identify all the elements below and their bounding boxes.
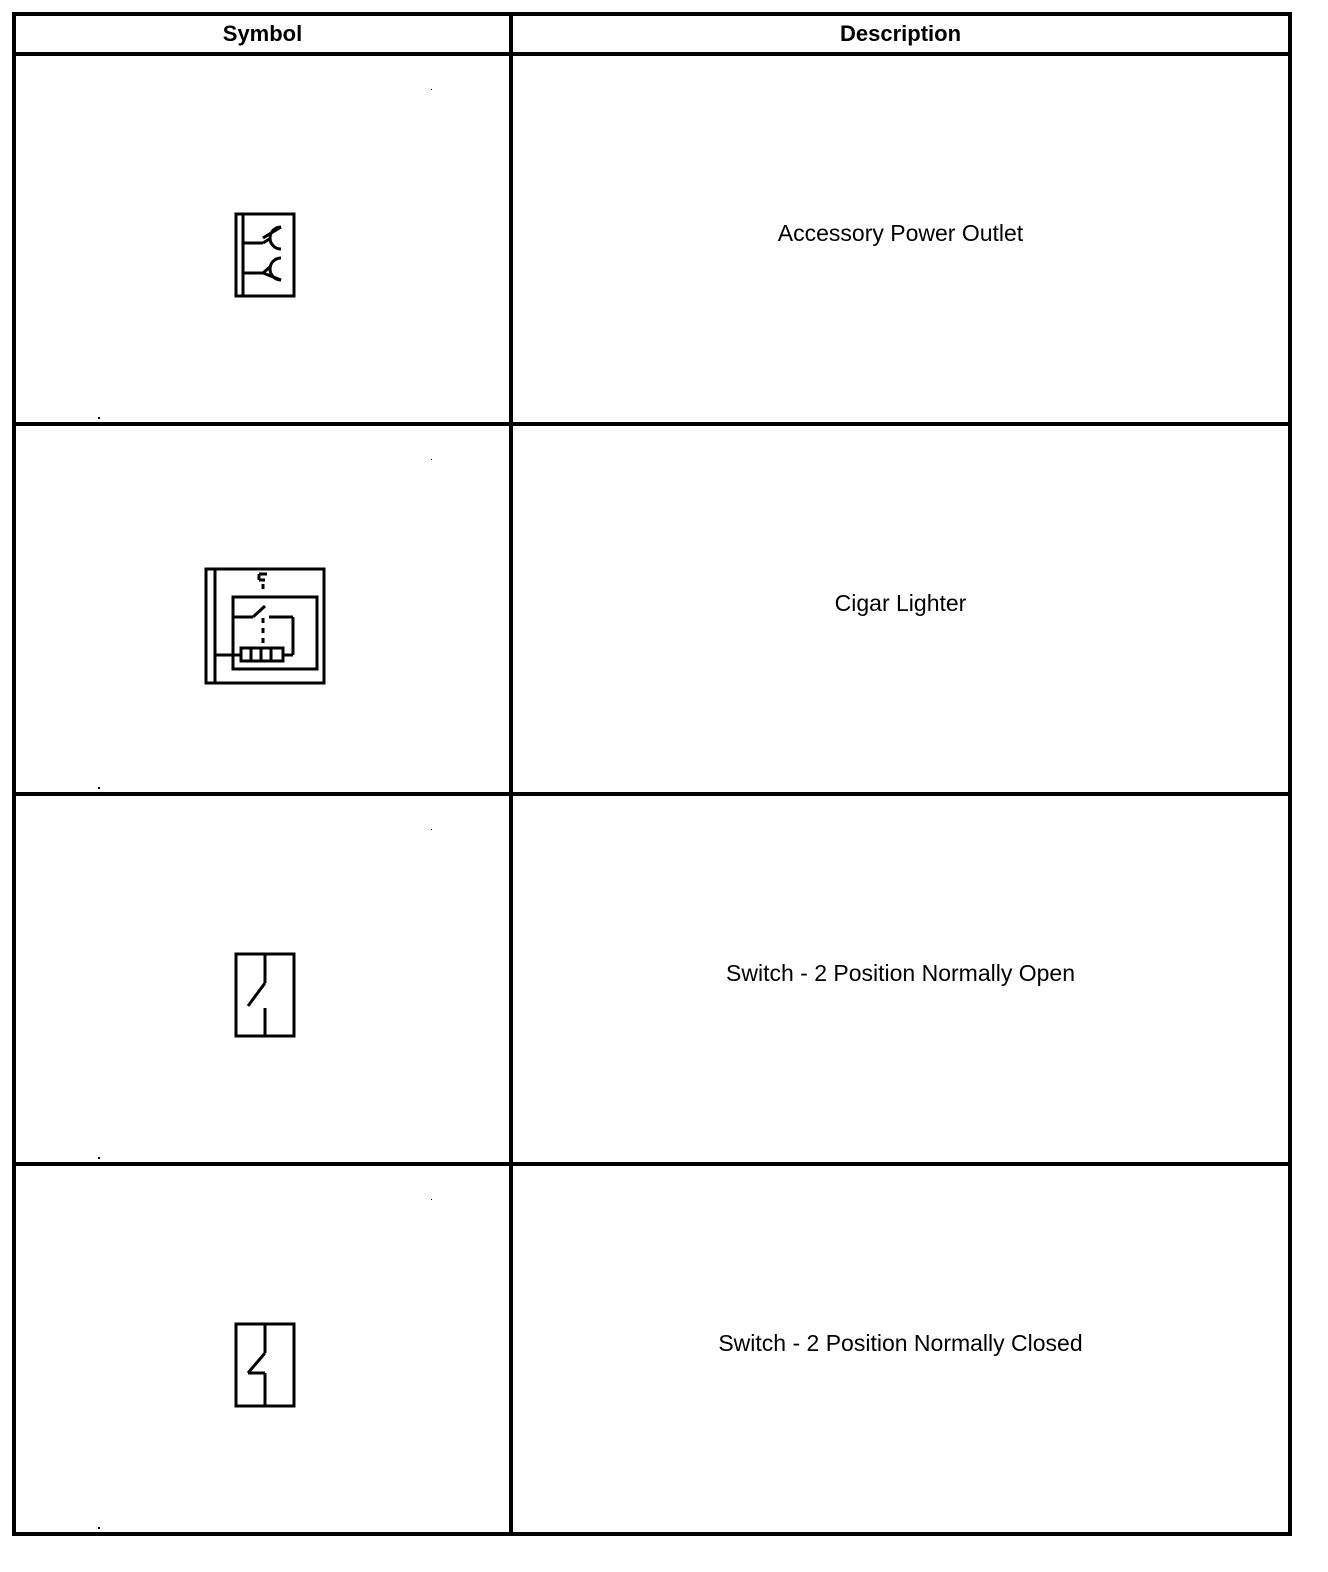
description-text: Cigar Lighter <box>834 589 967 616</box>
speck-mark <box>431 829 432 830</box>
description-cell <box>511 54 1290 424</box>
description-cell <box>511 1164 1290 1534</box>
description-text: Switch - 2 Position Normally Open <box>726 959 1075 986</box>
table-row <box>14 424 1290 794</box>
speck-mark <box>431 459 432 460</box>
cigar-lighter-icon <box>203 566 327 686</box>
speck-mark <box>98 1527 100 1529</box>
symbol-cell <box>14 1164 511 1534</box>
description-cell <box>511 794 1290 1164</box>
description-text: Accessory Power Outlet <box>777 219 1024 246</box>
symbol-cell <box>14 794 511 1164</box>
description-text: Switch - 2 Position Normally Closed <box>718 1329 1083 1356</box>
switch-normally-open-icon <box>233 951 297 1039</box>
table-header-row <box>14 14 1290 54</box>
speck-mark <box>431 1199 432 1200</box>
symbol-table <box>12 12 1292 1536</box>
speck-mark <box>98 417 100 419</box>
speck-mark <box>431 89 432 90</box>
speck-mark <box>98 787 100 789</box>
accessory-power-outlet-icon <box>233 211 297 299</box>
speck-mark <box>98 1157 100 1159</box>
symbol-cell <box>14 54 511 424</box>
description-column-header: Description <box>511 14 1290 54</box>
symbol-cell <box>14 424 511 794</box>
table-row <box>14 54 1290 424</box>
symbol-column-header: Symbol <box>14 14 511 54</box>
switch-normally-closed-icon <box>233 1321 297 1409</box>
table-row <box>14 794 1290 1164</box>
description-cell <box>511 424 1290 794</box>
table-row <box>14 1164 1290 1534</box>
